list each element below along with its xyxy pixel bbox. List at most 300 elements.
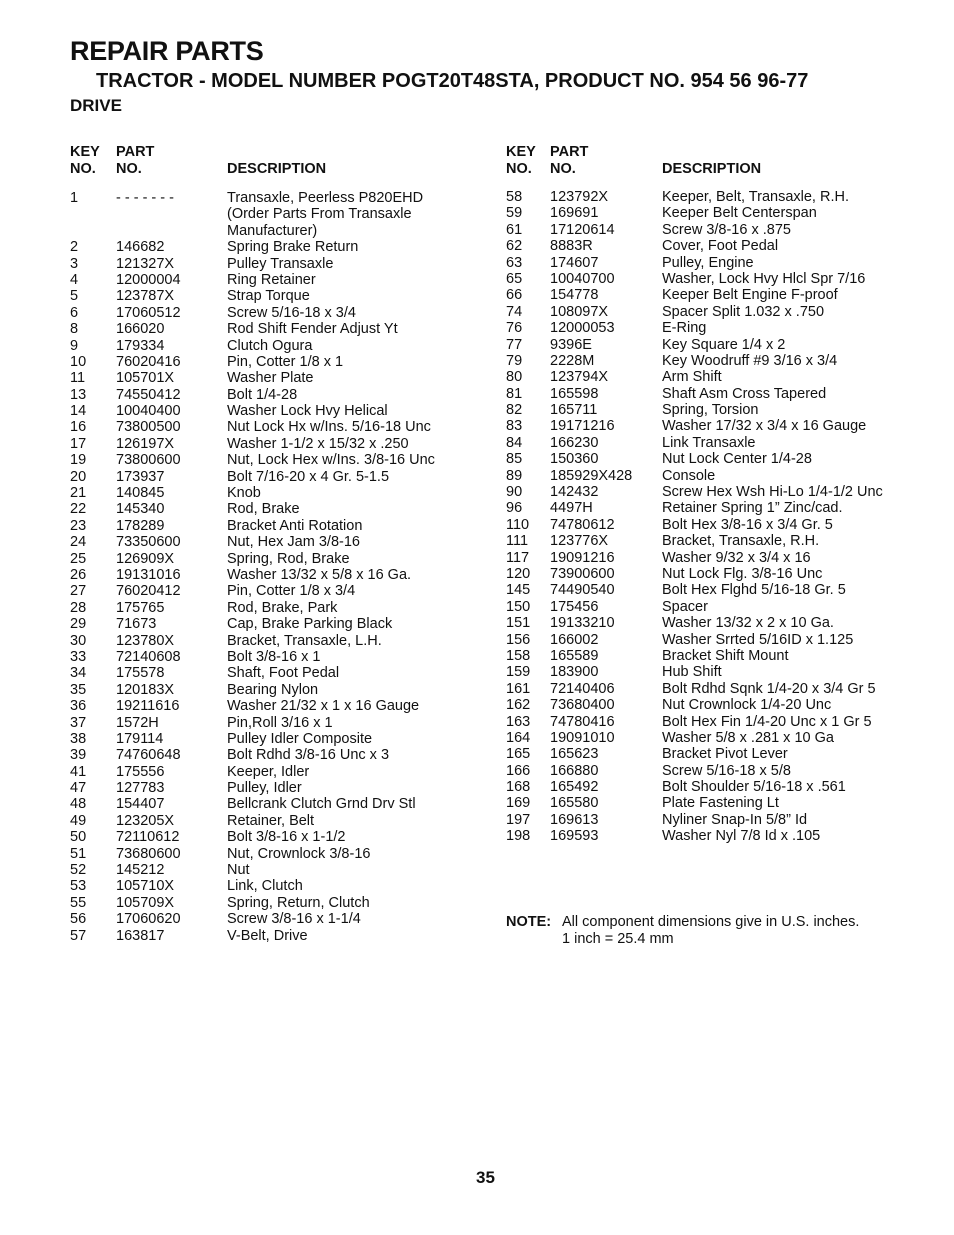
key-number: 84 xyxy=(506,434,523,451)
part-number: 121327X xyxy=(116,255,175,272)
parts-list-right xyxy=(506,144,926,845)
part-number: 73800600 xyxy=(116,452,181,469)
table-row xyxy=(70,338,490,354)
part-description: Keeper, Idler xyxy=(227,763,310,780)
table-row xyxy=(506,730,926,746)
part-description: Bracket, Transaxle, L.H. xyxy=(227,632,382,649)
key-number: 24 xyxy=(70,534,87,551)
part-description: Bolt Hex Fin 1/4-20 Unc x 1 Gr 5 xyxy=(662,713,872,730)
key-number: 59 xyxy=(506,205,523,222)
key-number: 57 xyxy=(70,927,87,944)
key-number: 39 xyxy=(70,747,87,764)
part-number: 73680600 xyxy=(116,845,181,862)
table-row xyxy=(506,746,926,762)
part-number: 123776X xyxy=(550,533,609,550)
table-row xyxy=(70,403,490,419)
key-number: 66 xyxy=(506,287,523,304)
key-number: 120 xyxy=(506,565,531,582)
part-number: 165580 xyxy=(550,795,599,812)
part-description: Rod Shift Fender Adjust Yt xyxy=(227,321,398,338)
part-description: Washer 5/8 x .281 x 10 Ga xyxy=(662,729,834,746)
table-row xyxy=(506,222,926,238)
part-number: 74780416 xyxy=(550,713,615,730)
key-header-line2: NO. xyxy=(506,161,532,177)
part-header xyxy=(550,144,588,178)
part-number: 76020416 xyxy=(116,353,181,370)
key-number: 76 xyxy=(506,320,523,337)
part-number: 126909X xyxy=(116,550,175,567)
part-number: 179334 xyxy=(116,337,165,354)
key-number: 117 xyxy=(506,549,530,566)
table-row xyxy=(70,534,490,550)
part-description: Hub Shift xyxy=(662,664,722,681)
description-header: DESCRIPTION xyxy=(227,161,327,177)
part-description: Console xyxy=(662,467,716,484)
key-number: 63 xyxy=(506,254,523,271)
key-number: 19 xyxy=(70,452,87,469)
part-number: 4497H xyxy=(550,500,593,517)
table-row xyxy=(506,255,926,271)
key-number: 80 xyxy=(506,369,523,386)
parts-rows-right xyxy=(506,189,926,845)
part-number: 175578 xyxy=(116,665,165,682)
part-description: Screw 5/16-18 x 5/8 xyxy=(662,762,791,779)
part-description: Bolt Rdhd Sqnk 1/4-20 x 3/4 Gr 5 xyxy=(662,680,876,697)
part-number: 17060512 xyxy=(116,304,181,321)
part-description: Pin,Roll 3/16 x 1 xyxy=(227,714,333,731)
table-row xyxy=(70,419,490,435)
part-number: 12000053 xyxy=(550,320,615,337)
part-number: 183900 xyxy=(550,664,599,681)
part-description: Keeper, Belt, Transaxle, R.H. xyxy=(662,189,849,205)
part-number: 165589 xyxy=(550,647,599,664)
table-row xyxy=(70,305,490,321)
part-description: Nut, Hex Jam 3/8-16 xyxy=(227,534,360,551)
table-row xyxy=(506,435,926,451)
key-number: 22 xyxy=(70,501,87,518)
part-number: 165711 xyxy=(550,402,598,419)
table-row xyxy=(506,697,926,713)
section-title: DRIVE xyxy=(70,96,122,115)
part-description: Pulley, Engine xyxy=(662,254,754,271)
key-number: 4 xyxy=(70,271,79,288)
part-description: Spring, Return, Clutch xyxy=(227,894,370,911)
table-row xyxy=(70,616,490,632)
part-description: Bracket Pivot Lever xyxy=(662,746,788,763)
table-row xyxy=(506,550,926,566)
part-description: Shaft, Foot Pedal xyxy=(227,665,340,682)
table-row xyxy=(70,813,490,829)
part-description: Bellcrank Clutch Grnd Drv Stl xyxy=(227,796,416,813)
table-row xyxy=(506,468,926,484)
table-row xyxy=(70,567,490,583)
table-row xyxy=(506,238,926,254)
part-description: Key Woodruff #9 3/16 x 3/4 xyxy=(662,352,838,369)
part-description: Transaxle, Peerless P820EHD (Order Parts From Transaxle Manufacturer) xyxy=(227,190,424,239)
table-row xyxy=(506,451,926,467)
table-row xyxy=(70,239,490,255)
part-number: 2228M xyxy=(550,352,595,369)
table-row xyxy=(506,533,926,549)
part-number: 19133210 xyxy=(550,615,615,632)
key-number: 162 xyxy=(506,697,531,714)
table-row xyxy=(506,517,926,533)
part-number: 169593 xyxy=(550,828,599,845)
part-description: Spring, Rod, Brake xyxy=(227,550,350,567)
part-description: Rod, Brake xyxy=(227,501,300,518)
part-number: 175556 xyxy=(116,763,165,780)
table-row xyxy=(506,795,926,811)
key-number: 62 xyxy=(506,238,523,255)
part-number: 123205X xyxy=(116,812,175,829)
key-number: 166 xyxy=(506,762,531,779)
table-row xyxy=(506,664,926,680)
part-number: 76020412 xyxy=(116,583,181,600)
part-description: Bracket Shift Mount xyxy=(662,647,789,664)
part-number: 166230 xyxy=(550,434,599,451)
key-number: 197 xyxy=(506,811,531,828)
table-row xyxy=(70,911,490,927)
part-description: Washer 17/32 x 3/4 x 16 Gauge xyxy=(662,418,867,435)
part-description: Clutch Ogura xyxy=(227,337,313,354)
key-number: 161 xyxy=(506,680,531,697)
key-number: 156 xyxy=(506,631,531,648)
key-number: 56 xyxy=(70,911,87,928)
page-title: REPAIR PARTS xyxy=(70,36,264,66)
part-number: 140845 xyxy=(116,485,165,502)
key-number: 38 xyxy=(70,730,87,747)
table-row xyxy=(70,764,490,780)
part-description: Link, Clutch xyxy=(227,878,303,895)
part-number: 105709X xyxy=(116,894,175,911)
part-description: Bolt Hex Flghd 5/16-18 Gr. 5 xyxy=(662,582,846,599)
part-description: Knob xyxy=(227,485,261,502)
part-number: 123792X xyxy=(550,189,609,205)
key-number: 50 xyxy=(70,829,87,846)
part-description: Screw 3/8-16 x .875 xyxy=(662,221,791,238)
part-description: Bolt Hex 3/8-16 x 3/4 Gr. 5 xyxy=(662,516,833,533)
part-description: Pulley, Idler xyxy=(227,780,302,797)
note-label: NOTE: xyxy=(506,914,552,930)
table-row xyxy=(70,600,490,616)
table-row xyxy=(70,288,490,304)
part-number: 73680400 xyxy=(550,697,615,714)
key-number: 145 xyxy=(506,582,531,599)
part-number: 127783 xyxy=(116,780,165,797)
table-row xyxy=(70,715,490,731)
part-number: 19211616 xyxy=(116,698,180,715)
key-number: 2 xyxy=(70,239,79,256)
part-header xyxy=(116,144,154,178)
table-row xyxy=(70,846,490,862)
key-number: 89 xyxy=(506,467,523,484)
table-row xyxy=(70,272,490,288)
part-description: Bolt Rdhd 3/8-16 Unc x 3 xyxy=(227,747,390,764)
table-row xyxy=(70,190,490,239)
part-number: 178289 xyxy=(116,517,165,534)
part-description: Strap Torque xyxy=(227,288,310,305)
key-number: 6 xyxy=(70,304,79,321)
parts-rows-left xyxy=(70,190,490,944)
key-number: 11 xyxy=(70,370,86,387)
key-number: 20 xyxy=(70,468,87,485)
table-row xyxy=(506,828,926,844)
table-row xyxy=(506,632,926,648)
part-number: 185929X428 xyxy=(550,467,633,484)
part-number: 9396E xyxy=(550,336,592,353)
key-number: 158 xyxy=(506,647,531,664)
key-number: 111 xyxy=(506,533,529,550)
key-number: 25 xyxy=(70,550,87,567)
part-number: 19171216 xyxy=(550,418,615,435)
part-description: Bolt 7/16-20 x 4 Gr. 5-1.5 xyxy=(227,468,390,485)
part-number: 1572H xyxy=(116,714,159,731)
part-description: Bolt 1/4-28 xyxy=(227,386,298,403)
key-number: 49 xyxy=(70,812,87,829)
key-number: 33 xyxy=(70,648,87,665)
part-description: Nut xyxy=(227,862,250,879)
table-row xyxy=(506,566,926,582)
part-description: Retainer, Belt xyxy=(227,812,315,829)
table-row xyxy=(70,551,490,567)
part-description: Pin, Cotter 1/8 x 3/4 xyxy=(227,583,356,600)
table-row xyxy=(506,599,926,615)
table-row xyxy=(506,369,926,385)
part-description: Nut Lock Flg. 3/8-16 Unc xyxy=(662,565,823,582)
part-number: 175456 xyxy=(550,598,599,615)
part-description: Nut Lock Hx w/Ins. 5/16-18 Unc xyxy=(227,419,431,436)
table-row xyxy=(70,682,490,698)
key-number: 1 xyxy=(70,190,79,206)
part-number: 19131016 xyxy=(116,567,181,583)
key-number: 198 xyxy=(506,828,531,845)
part-description: Spacer Split 1.032 x .750 xyxy=(662,303,825,320)
table-row xyxy=(70,485,490,501)
part-description: Retainer Spring 1” Zinc/cad. xyxy=(662,500,843,517)
key-number: 35 xyxy=(70,681,87,698)
key-number: 168 xyxy=(506,779,531,796)
key-number: 61 xyxy=(506,221,523,238)
part-header-line2: NO. xyxy=(550,161,576,177)
key-number: 16 xyxy=(70,419,87,436)
key-number: 90 xyxy=(506,484,523,501)
part-description: Washer Plate xyxy=(227,370,314,387)
table-row xyxy=(506,615,926,631)
key-header xyxy=(70,144,100,178)
description-header: DESCRIPTION xyxy=(662,161,762,177)
key-number: 85 xyxy=(506,451,523,468)
part-header-line1: PART xyxy=(550,144,589,160)
table-row xyxy=(70,469,490,485)
part-number: 17120614 xyxy=(550,221,615,238)
key-number: 79 xyxy=(506,352,523,369)
part-number: 165598 xyxy=(550,385,599,402)
part-number: 74490540 xyxy=(550,582,615,599)
part-description: Nyliner Snap-In 5/8” Id xyxy=(662,811,808,828)
part-number: 74760648 xyxy=(116,747,181,764)
key-number: 36 xyxy=(70,698,87,715)
table-row xyxy=(506,648,926,664)
table-row xyxy=(506,418,926,434)
table-row xyxy=(506,779,926,795)
key-number: 26 xyxy=(70,567,87,583)
key-number: 10 xyxy=(70,353,87,370)
table-row xyxy=(70,518,490,534)
key-number: 48 xyxy=(70,796,87,813)
table-row xyxy=(506,402,926,418)
key-number: 17 xyxy=(70,435,87,452)
part-number: 169613 xyxy=(550,811,599,828)
key-number: 30 xyxy=(70,632,87,649)
part-description: Keeper Belt Centerspan xyxy=(662,205,817,222)
part-number: 165492 xyxy=(550,779,599,796)
part-number: 19091010 xyxy=(550,729,615,746)
key-number: 3 xyxy=(70,255,79,272)
table-row xyxy=(70,633,490,649)
table-row xyxy=(506,271,926,287)
part-number: 173937 xyxy=(116,468,165,485)
part-description: Washer, Lock Hvy Hlcl Spr 7/16 xyxy=(662,270,866,287)
table-row xyxy=(70,583,490,599)
column-headers xyxy=(70,144,490,178)
part-description: Cap, Brake Parking Black xyxy=(227,616,393,633)
part-number: 71673 xyxy=(116,616,157,633)
part-number: 150360 xyxy=(550,451,599,468)
part-description: Washer Srrted 5/16ID x 1.125 xyxy=(662,631,854,648)
part-description: E-Ring xyxy=(662,320,707,337)
table-row xyxy=(506,304,926,320)
part-number: 74780612 xyxy=(550,516,615,533)
part-number: 166020 xyxy=(116,321,165,338)
part-description: Washer 21/32 x 1 x 16 Gauge xyxy=(227,698,420,715)
part-description: Screw Hex Wsh Hi-Lo 1/4-1/2 Unc xyxy=(662,484,883,501)
part-description: Washer Lock Hvy Helical xyxy=(227,403,388,420)
key-number: 169 xyxy=(506,795,531,812)
key-number: 77 xyxy=(506,336,523,353)
key-header-line1: KEY xyxy=(70,144,100,160)
key-number: 164 xyxy=(506,729,531,746)
part-description: Nut, Crownlock 3/8-16 xyxy=(227,845,371,862)
part-description: Keeper Belt Engine F-proof xyxy=(662,287,838,304)
part-description: Nut Crownlock 1/4-20 Unc xyxy=(662,697,832,714)
key-number: 96 xyxy=(506,500,523,517)
part-number: 105701X xyxy=(116,370,175,387)
part-number: 174607 xyxy=(550,254,599,271)
parts-list-left xyxy=(70,144,490,944)
part-number: 154778 xyxy=(550,287,599,304)
table-row xyxy=(70,387,490,403)
table-row xyxy=(506,320,926,336)
part-description: Ring Retainer xyxy=(227,271,316,288)
part-number: 145340 xyxy=(116,501,165,518)
part-number: 12000004 xyxy=(116,271,181,288)
table-row xyxy=(506,484,926,500)
part-number: 166002 xyxy=(550,631,599,648)
part-number: 8883R xyxy=(550,238,593,255)
table-row xyxy=(506,714,926,730)
part-description: Spring, Torsion xyxy=(662,402,759,419)
key-header-line2: NO. xyxy=(70,161,96,177)
key-number: 27 xyxy=(70,583,87,600)
part-description: Screw 5/16-18 x 3/4 xyxy=(227,304,356,321)
page-subtitle: TRACTOR - MODEL NUMBER POGT20T48STA, PRODUCT NO. 954 56 96-77 xyxy=(96,70,809,92)
key-number: 52 xyxy=(70,862,87,879)
table-row xyxy=(70,862,490,878)
part-description: Link Transaxle xyxy=(662,434,756,451)
part-number: 72140406 xyxy=(550,680,615,697)
table-row xyxy=(70,354,490,370)
key-header-line1: KEY xyxy=(506,144,536,160)
part-description: Washer 9/32 x 3/4 x 16 xyxy=(662,549,811,566)
part-header-line2: NO. xyxy=(116,161,142,177)
key-number: 51 xyxy=(70,845,87,862)
part-number: 175765 xyxy=(116,599,165,616)
part-description: Cover, Foot Pedal xyxy=(662,238,779,255)
table-row xyxy=(70,649,490,665)
part-description: Washer Nyl 7/8 Id x .105 xyxy=(662,828,821,845)
part-description: Pulley Idler Composite xyxy=(227,730,373,747)
part-description: Key Square 1/4 x 2 xyxy=(662,336,786,353)
table-row xyxy=(506,189,926,205)
table-row xyxy=(70,895,490,911)
note-text: All component dimensions give in U.S. inches. 1 inch = 25.4 mm xyxy=(562,914,860,947)
part-header-line1: PART xyxy=(116,144,155,160)
part-number: 166880 xyxy=(550,762,599,779)
part-description: Washer 13/32 x 5/8 x 16 Ga. xyxy=(227,567,412,583)
part-number: 145212 xyxy=(116,862,165,879)
part-number: 146682 xyxy=(116,239,165,256)
table-row xyxy=(70,321,490,337)
key-number: 8 xyxy=(70,321,79,338)
key-number: 150 xyxy=(506,598,531,615)
part-description: Bearing Nylon xyxy=(227,681,319,698)
key-number: 28 xyxy=(70,599,87,616)
part-description: Pin, Cotter 1/8 x 1 xyxy=(227,353,344,370)
part-number: 108097X xyxy=(550,303,609,320)
key-number: 159 xyxy=(506,664,531,681)
part-description: Plate Fastening Lt xyxy=(662,795,779,812)
key-number: 29 xyxy=(70,616,87,633)
part-number: 74550412 xyxy=(116,386,181,403)
table-row xyxy=(70,747,490,763)
key-number: 58 xyxy=(506,189,523,205)
key-number: 34 xyxy=(70,665,87,682)
table-row xyxy=(506,205,926,221)
part-number: - - - - - - - xyxy=(116,190,174,206)
table-row xyxy=(70,256,490,272)
part-number: 72110612 xyxy=(116,829,180,846)
part-description: Nut Lock Center 1/4-28 xyxy=(662,451,812,468)
key-header xyxy=(506,144,536,178)
part-description: Shaft Asm Cross Tapered xyxy=(662,385,827,402)
table-row xyxy=(70,878,490,894)
part-description: Pulley Transaxle xyxy=(227,255,334,272)
key-number: 151 xyxy=(506,615,531,632)
part-description: Bolt 3/8-16 x 1-1/2 xyxy=(227,829,346,846)
key-number: 47 xyxy=(70,780,87,797)
key-number: 82 xyxy=(506,402,523,419)
part-number: 73350600 xyxy=(116,534,181,551)
key-number: 21 xyxy=(70,485,87,502)
key-number: 55 xyxy=(70,894,87,911)
part-number: 169691 xyxy=(550,205,599,222)
part-description: Nut, Lock Hex w/Ins. 3/8-16 Unc xyxy=(227,452,435,469)
part-description: Screw 3/8-16 x 1-1/4 xyxy=(227,911,361,928)
page-number: 35 xyxy=(476,1168,495,1187)
part-description: V-Belt, Drive xyxy=(227,927,308,944)
key-number: 165 xyxy=(506,746,531,763)
part-number: 10040400 xyxy=(116,403,181,420)
